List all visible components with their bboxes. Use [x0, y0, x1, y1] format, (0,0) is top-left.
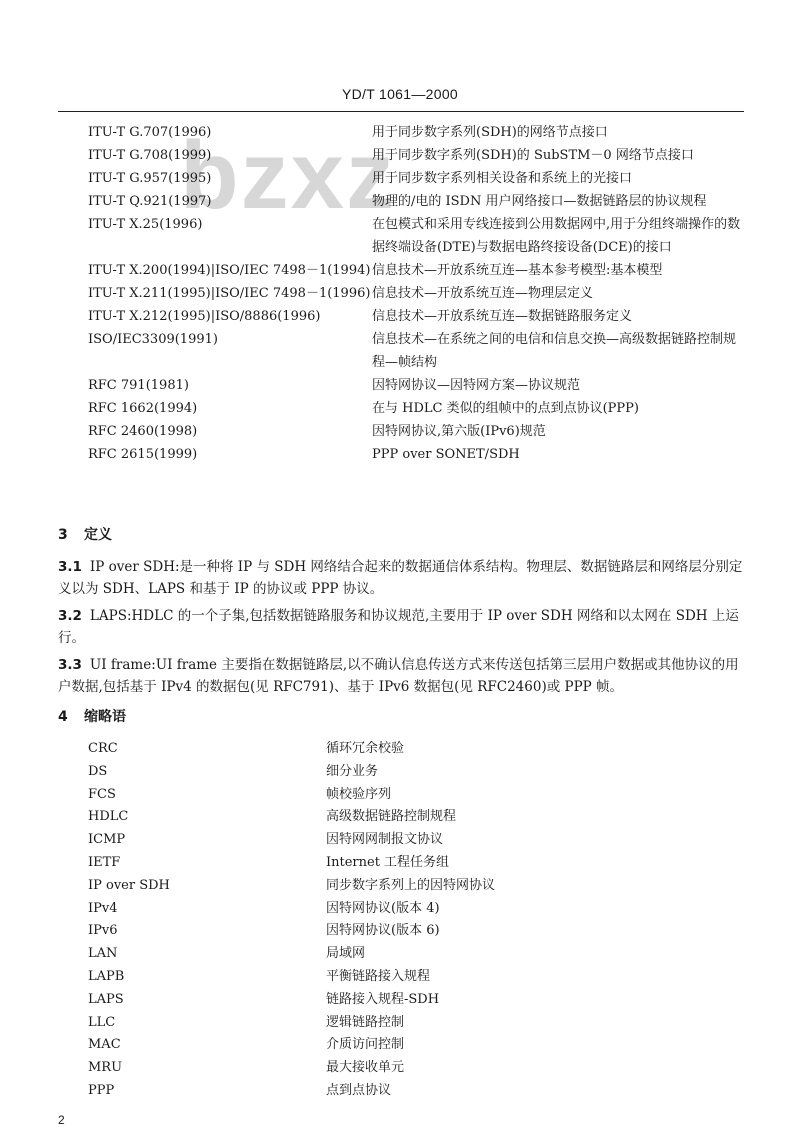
reference-row — [88, 443, 748, 466]
abbreviation-meaning: 同步数字系列上的因特网协议 — [326, 877, 496, 893]
abbreviation-row — [88, 829, 648, 852]
watermark: bzxz — [180, 122, 397, 229]
abbreviation-row — [88, 761, 648, 784]
reference-title: 因特网协议—因特网方案—协议规范 — [372, 378, 581, 393]
reference-code: ITU-T X.25(1996) — [88, 217, 203, 232]
reference-code: RFC 2615(1999) — [88, 447, 198, 462]
reference-title: 因特网协议,第六版(IPv6)规范 — [372, 424, 546, 439]
abbreviation-row — [88, 989, 648, 1012]
abbreviation-row — [88, 875, 648, 898]
definition-item — [58, 654, 748, 698]
reference-code: ITU-T Q.921(1997) — [88, 194, 212, 209]
reference-code: RFC 1662(1994) — [88, 401, 198, 416]
reference-title: 信息技术—开放系统互连—基本参考模型:基本模型 — [372, 263, 663, 278]
abbreviation-term: MRU — [88, 1060, 123, 1076]
reference-title: 在与 HDLC 类似的组帧中的点到点协议(PPP) — [372, 401, 639, 416]
abbreviation-meaning: 因特网网制报文协议 — [326, 832, 444, 848]
definition-number: 3.3 — [58, 657, 82, 673]
reference-code: RFC 791(1981) — [88, 378, 189, 393]
reference-code: ISO/IEC3309(1991) — [88, 332, 218, 347]
abbreviation-meaning: 点到点协议 — [326, 1082, 392, 1098]
definition-item — [58, 605, 748, 649]
abbreviation-term: IPv6 — [88, 923, 118, 939]
reference-row — [88, 121, 748, 144]
reference-row — [88, 213, 748, 259]
abbreviation-meaning: Internet 工程任务组 — [326, 854, 450, 870]
reference-title: 信息技术—开放系统互连—物理层定义 — [372, 286, 594, 301]
abbreviation-term: PPP — [88, 1082, 115, 1098]
abbreviation-meaning: 局域网 — [326, 946, 366, 962]
abbreviation-term: ICMP — [88, 832, 126, 848]
reference-row — [88, 374, 748, 397]
header-rule — [58, 111, 744, 112]
reference-row — [88, 305, 748, 328]
abbreviation-term: LAPS — [88, 991, 124, 1007]
abbreviation-meaning: 高级数据链路控制规程 — [326, 809, 457, 825]
reference-row — [88, 328, 748, 374]
abbreviation-row — [88, 898, 648, 921]
abbreviation-meaning: 因特网协议(版本 4) — [326, 900, 440, 916]
abbreviation-row — [88, 784, 648, 807]
reference-title: 用于同步数字系列(SDH)的网络节点接口 — [372, 125, 608, 140]
abbreviation-term: FCS — [88, 786, 116, 802]
abbreviation-meaning: 帧校验序列 — [326, 786, 392, 802]
reference-code: ITU-T X.212(1995)|ISO/8886(1996) — [88, 309, 321, 324]
page-number: 2 — [58, 1113, 65, 1127]
definition-number: 3.1 — [58, 559, 82, 575]
reference-title: 信息技术—开放系统互连—数据链路服务定义 — [372, 309, 633, 324]
abbreviation-term: IPv4 — [88, 900, 118, 916]
abbreviation-row — [88, 806, 648, 829]
section-4-number: 4 — [58, 709, 68, 725]
abbreviation-term: LLC — [88, 1014, 116, 1030]
definition-number: 3.2 — [58, 608, 82, 624]
reference-row — [88, 144, 748, 167]
abbreviation-meaning: 细分业务 — [326, 763, 379, 779]
section-3-heading — [58, 524, 112, 544]
abbreviation-term: CRC — [88, 741, 118, 756]
abbreviation-row — [88, 738, 648, 761]
normative-references-list — [88, 121, 748, 466]
definition-text: IP over SDH:是一种将 IP 与 SDH 网络结合起来的数据通信体系结构。物理层、数据链路层和网络层分别定义以为 SDH、LAPS 和基于 IP 的协议或 PPP 协议。 — [58, 559, 743, 597]
abbreviation-meaning: 平衡链路接入规程 — [326, 968, 431, 984]
reference-row — [88, 420, 748, 443]
reference-code: ITU-T X.200(1994)|ISO/IEC 7498－1(1994) — [88, 263, 371, 278]
abbreviation-meaning: 逻辑链路控制 — [326, 1014, 405, 1030]
abbreviation-term: IETF — [88, 854, 121, 870]
section-4-title: 缩略语 — [84, 709, 126, 725]
abbreviation-row — [88, 1034, 648, 1057]
abbreviation-term: DS — [88, 763, 108, 779]
abbreviation-row — [88, 1012, 648, 1035]
reference-row — [88, 397, 748, 420]
abbreviation-meaning: 最大接收单元 — [326, 1060, 405, 1076]
reference-title: 在包模式和采用专线连接到公用数据网中,用于分组终端操作的数据终端设备(DTE)与数据电路终接设备(DCE)的接口 — [372, 217, 741, 255]
abbreviation-term: HDLC — [88, 809, 129, 825]
reference-code: ITU-T G.707(1996) — [88, 125, 212, 140]
reference-row — [88, 282, 748, 305]
abbreviation-row — [88, 966, 648, 989]
section-4-heading — [58, 706, 126, 726]
definition-text: LAPS:HDLC 的一个子集,包括数据链路服务和协议规范,主要用于 IP over SDH 网络和以太网在 SDH 上运行。 — [58, 608, 739, 646]
abbreviation-meaning: 循环冗余校验 — [326, 741, 405, 756]
reference-code: ITU-T G.957(1995) — [88, 171, 212, 186]
definition-text: UI frame:UI frame 主要指在数据链路层,以不确认信息传送方式来传送包括第三层用户数据或其他协议的用户数据,包括基于 IPv4 的数据包(见 RFC791)、基于 IPv6 数据包(见 RFC2460)或 PPP 帧。 — [58, 657, 739, 695]
abbreviation-row — [88, 1080, 648, 1103]
abbreviation-term: LAPB — [88, 968, 125, 984]
reference-code: RFC 2460(1998) — [88, 424, 198, 439]
reference-code: ITU-T X.211(1995)|ISO/IEC 7498－1(1996) — [88, 286, 371, 301]
abbreviation-row — [88, 920, 648, 943]
abbreviation-meaning: 因特网协议(版本 6) — [326, 923, 440, 939]
reference-row — [88, 190, 748, 213]
abbreviation-meaning: 介质访问控制 — [326, 1037, 405, 1053]
reference-row — [88, 259, 748, 282]
definitions-list — [58, 556, 748, 703]
reference-title: PPP over SONET/SDH — [372, 447, 520, 462]
reference-code: ITU-T G.708(1999) — [88, 148, 212, 163]
section-3-title: 定义 — [84, 527, 112, 543]
reference-row — [88, 167, 748, 190]
abbreviations-list — [88, 738, 648, 1103]
reference-title: 用于同步数字系列(SDH)的 SubSTM－0 网络节点接口 — [372, 148, 694, 163]
section-3-number: 3 — [58, 527, 68, 543]
abbreviation-row — [88, 852, 648, 875]
reference-title: 物理的/电的 ISDN 用户网络接口—数据链路层的协议规程 — [372, 194, 707, 209]
abbreviation-row — [88, 943, 648, 966]
definition-item — [58, 556, 748, 600]
abbreviation-term: IP over SDH — [88, 877, 170, 893]
reference-title: 用于同步数字系列相关设备和系统上的光接口 — [372, 171, 633, 186]
standard-code-header: YD/T 1061—2000 — [341, 86, 458, 102]
abbreviation-row — [88, 1057, 648, 1080]
abbreviation-meaning: 链路接入规程-SDH — [326, 991, 440, 1007]
abbreviation-term: LAN — [88, 946, 118, 962]
reference-title: 信息技术—在系统之间的电信和信息交换—高级数据链路控制规程—帧结构 — [372, 332, 737, 370]
abbreviation-term: MAC — [88, 1037, 121, 1053]
